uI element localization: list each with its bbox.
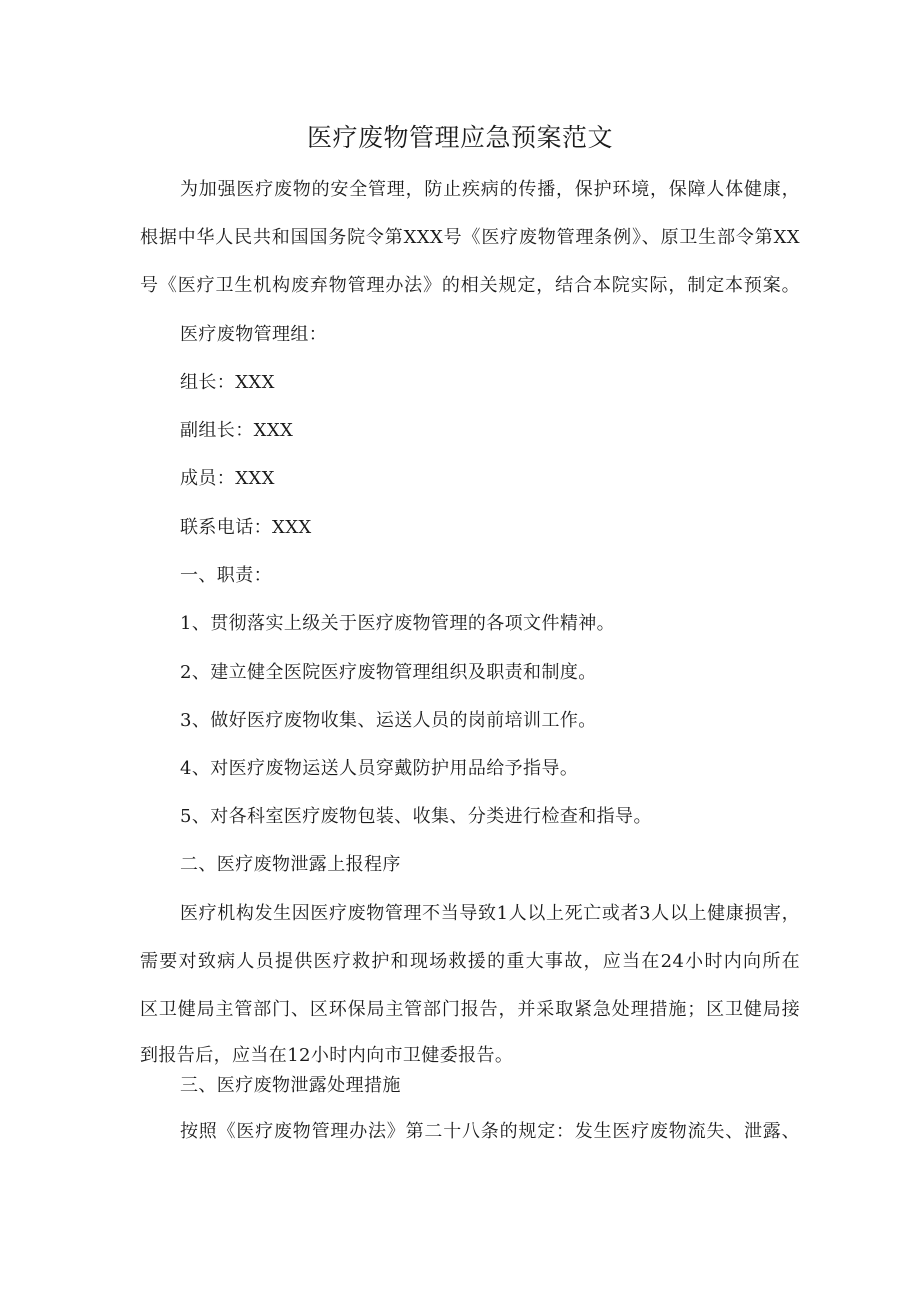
section2-line-2: 需要对致病人员提供医疗救护和现场救援的重大事故，应当在24小时内向所在 (140, 951, 800, 972)
group-deputy: 副组长：XXX (180, 420, 294, 441)
section1-item: 5、对各科室医疗废物包装、收集、分类进行检查和指导。 (180, 806, 652, 827)
group-members: 成员：XXX (180, 468, 275, 489)
intro-line-1: 为加强医疗废物的安全管理，防止疾病的传播，保护环境，保障人体健康， (180, 179, 800, 200)
section1-item: 2、建立健全医院医疗废物管理组织及职责和制度。 (180, 662, 597, 683)
group-leader: 组长：XXX (180, 372, 275, 393)
section1-item: 3、做好医疗废物收集、运送人员的岗前培训工作。 (180, 710, 597, 731)
intro-line-2: 根据中华人民共和国国务院令第XXX号《医疗废物管理条例》、原卫生部令第XX (140, 227, 800, 248)
intro-line-3: 号《医疗卫生机构废弃物管理办法》的相关规定，结合本院实际，制定本预案。 (140, 275, 800, 296)
section1-item: 4、对医疗废物运送人员穿戴防护用品给予指导。 (180, 758, 579, 779)
section3-heading: 三、医疗废物泄露处理措施 (180, 1075, 401, 1096)
group-heading: 医疗废物管理组： (180, 324, 328, 345)
document-title: 医疗废物管理应急预案范文 (306, 123, 613, 152)
section2-heading: 二、医疗废物泄露上报程序 (180, 854, 401, 875)
section1-heading: 一、职责： (180, 565, 272, 586)
section2-line-4: 到报告后，应当在12小时内向市卫健委报告。 (140, 1045, 514, 1066)
section2-line-1: 医疗机构发生因医疗废物管理不当导致1人以上死亡或者3人以上健康损害， (180, 903, 800, 924)
section2-line-3: 区卫健局主管部门、区环保局主管部门报告，并采取紧急处理措施；区卫健局接 (140, 999, 800, 1020)
section3-line-1: 按照《医疗废物管理办法》第二十八条的规定：发生医疗废物流失、泄露、 (180, 1121, 800, 1142)
section1-item: 1、贯彻落实上级关于医疗废物管理的各项文件精神。 (180, 613, 616, 634)
group-phone: 联系电话：XXX (180, 517, 312, 538)
